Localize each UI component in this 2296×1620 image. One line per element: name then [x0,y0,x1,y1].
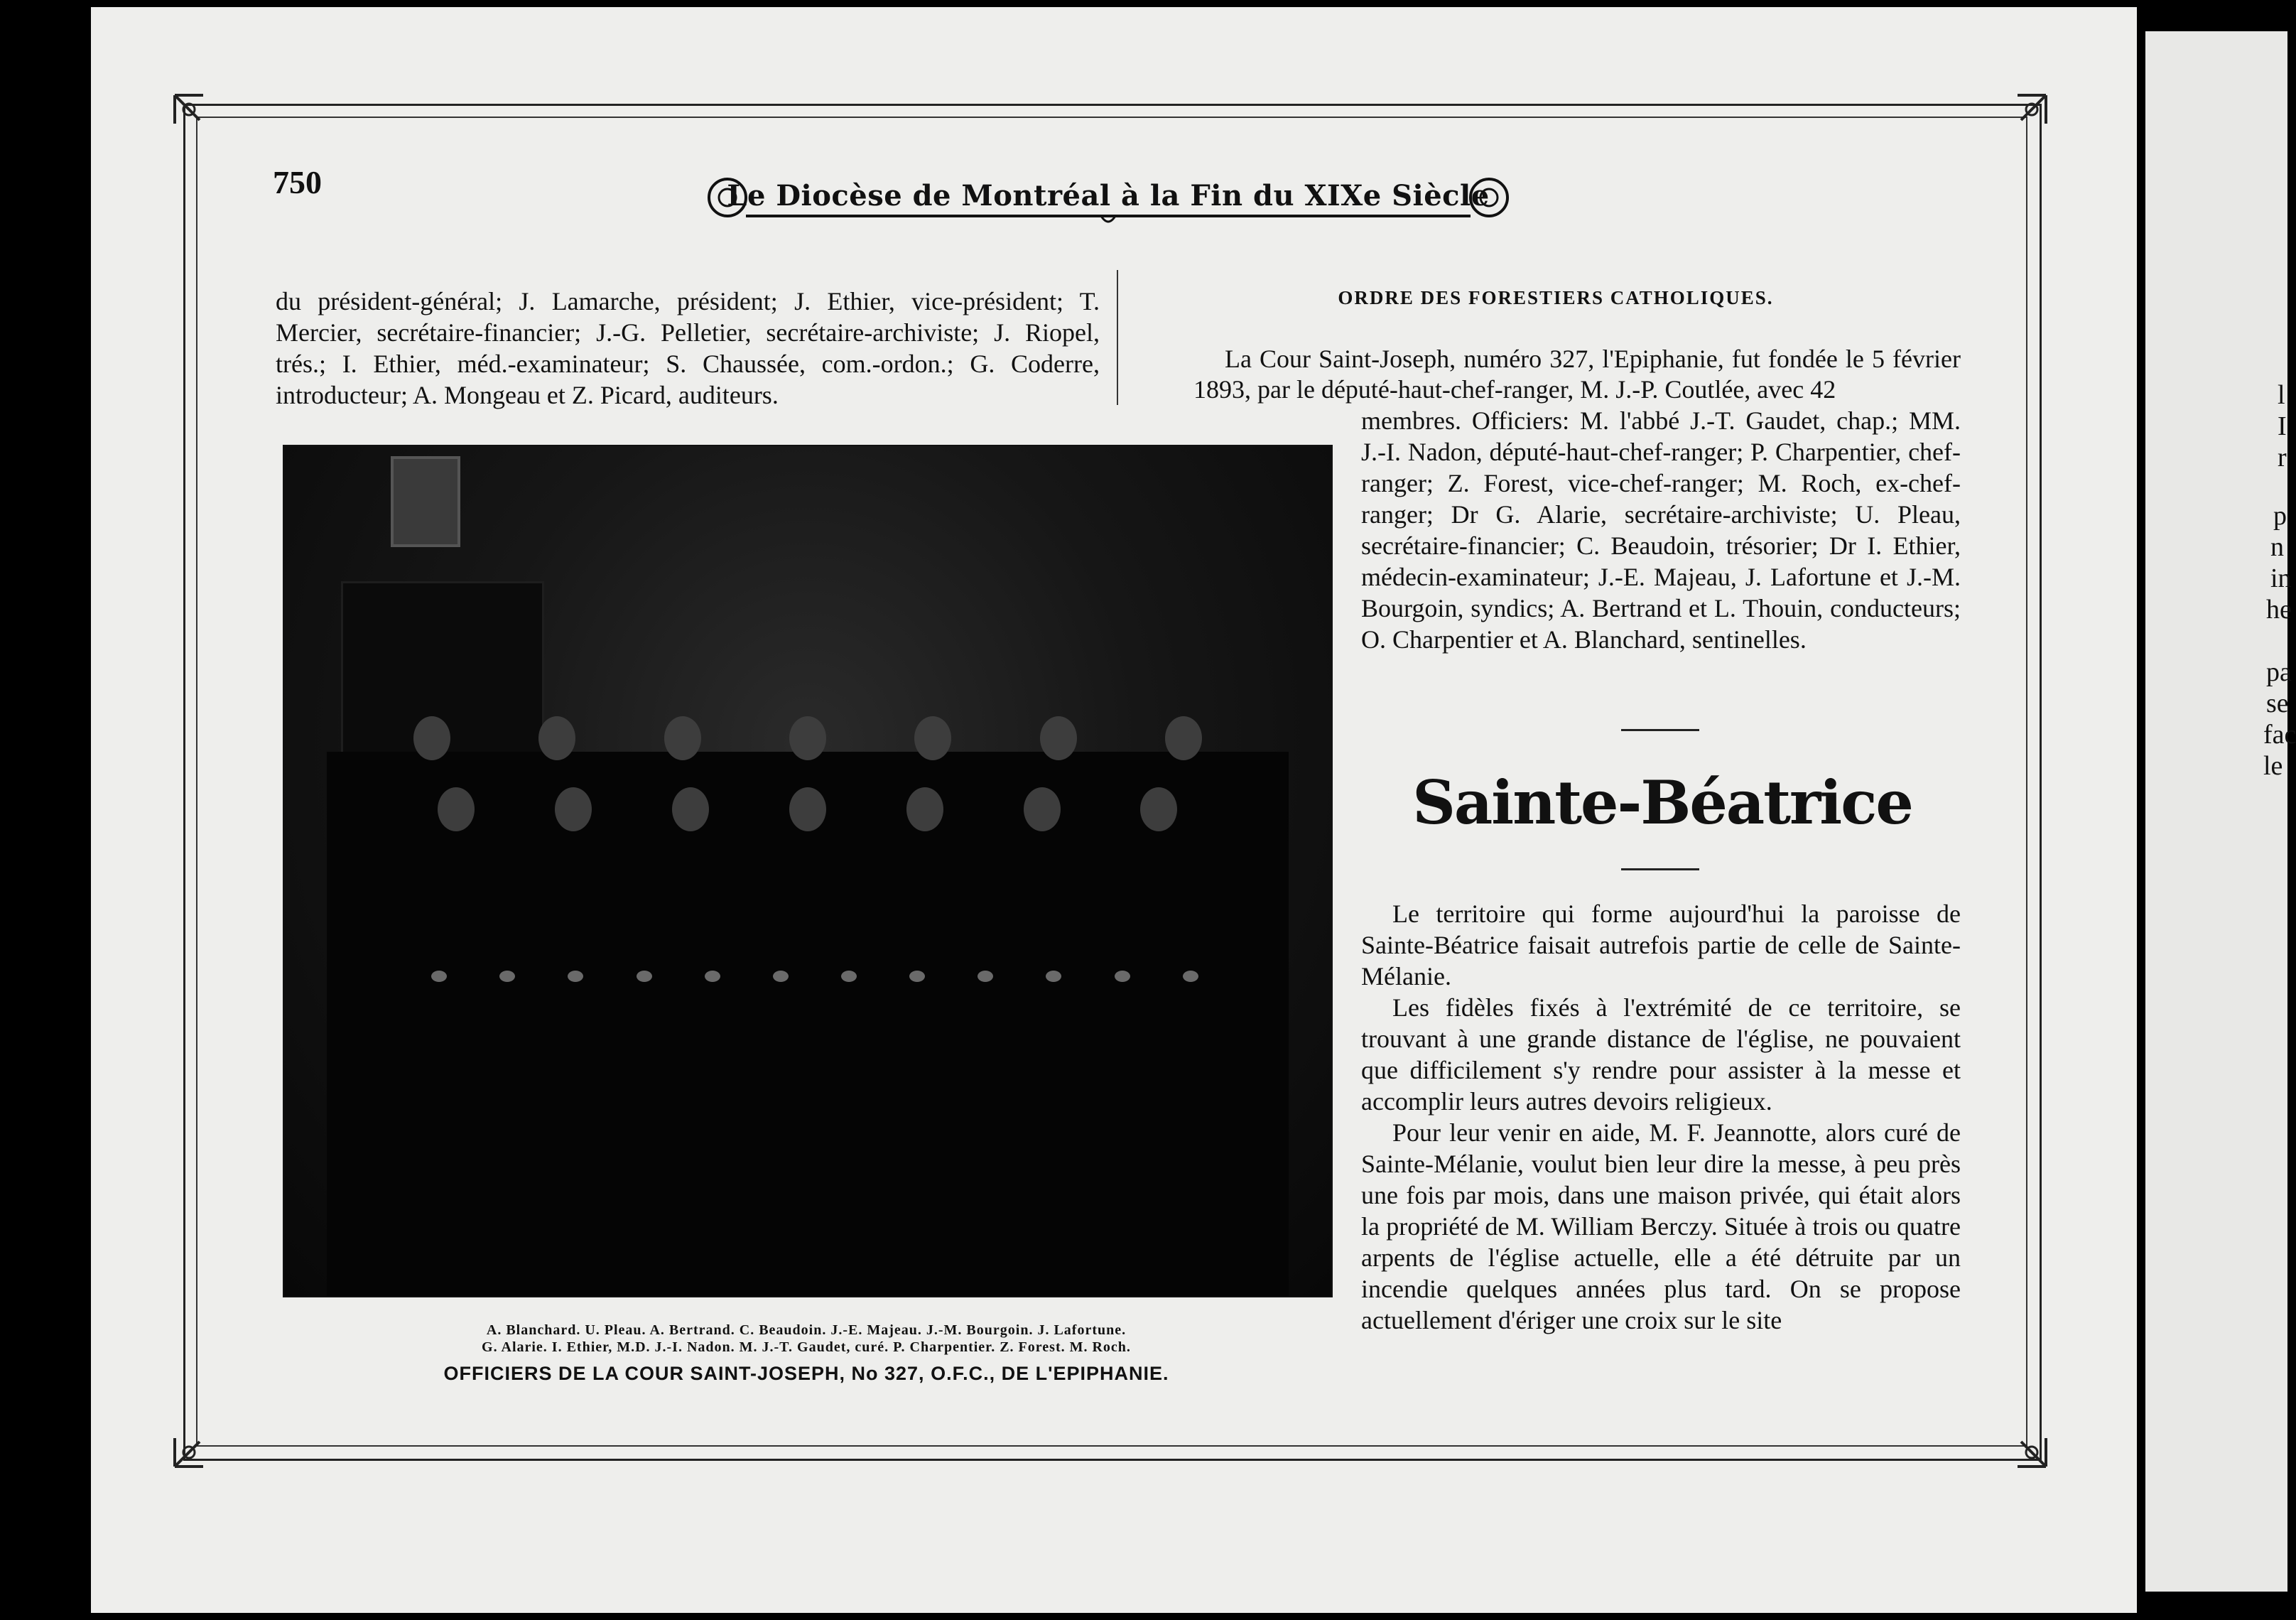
header-title: Le Diocèse de Montréal à la Fin du XIXe Siècle [727,179,1490,212]
bleed-char: le [2263,751,2283,781]
officers-paragraph: membres. Officiers: M. l'abbé J.-T. Gaudet, chap.; MM. J.-I. Nadon, député-haut-chef-ranger; P. Charpentier, chef-ranger; Z. Forest, vice-chef-ranger; M. Roch, ex-chef-ranger; Dr G. Alarie, secrétaire-archiviste; U. Pleau, secrétaire-financier; C. Beaudoin, trésorier; Dr I. Ethier, médecin-examinateur; J.-E. Majeau, J. Lafortune et J.-M. Bourgoin, syndics; A. Bertrand et L. Thouin, conducteurs; O. Charpentier et A. Blanchard, sentinelles. [1361,406,1961,654]
bleed-char: se [2266,688,2289,718]
title-rule-bottom [1621,868,1699,870]
body-paragraph: Les fidèles fixés à l'extrémité de ce territoire, se trouvant à une grande distance de l'église, ne pouvaient que difficilement s'y rendre pour assister à la messe et accomplir leurs autres devoirs religieux. [1361,993,1961,1116]
section-heading: ORDRE DES FORESTIERS CATHOLIQUES. [1338,287,1774,308]
left-column-paragraph: du président-général; J. Lamarche, président; J. Ethier, vice-président; T. Mercier, secrétaire-financier; J.-G. Pelletier, secrétaire-archiviste; J. Riopel, trés.; I. Ethier, méd.-examinateur; S. Chaussée, com.-ordon.; G. Coderre, introducteur; A. Mongeau et Z. Picard, auditeurs. [276,287,1100,409]
bleed-char: p [2273,501,2287,531]
parish-body [1361,898,1961,1336]
front-row-heads [398,787,1218,831]
photo-names-line: G. Alarie. I. Ethier, M.D. J.-I. Nadon. M. J.-T. Gaudet, curé. P. Charpentier. Z. Forest. M. Roch. [482,1339,1131,1355]
next-page-edge [2145,31,2296,1592]
group-photograph [283,445,1333,1297]
title-rule-top [1621,729,1699,731]
back-row-heads [369,716,1246,760]
bleed-char: in [2270,563,2292,593]
photo-caption: OFFICIERS DE LA COUR SAINT-JOSEPH, No 327, O.F.C., DE L'EPIPHANIE. [443,1363,1169,1384]
page-number: 750 [273,164,322,200]
bleed-char: l [2278,380,2285,410]
bleed-char: fac [2263,720,2296,750]
bleed-char: pa [2266,657,2292,687]
corner-ornament-icon [168,1410,232,1474]
column-divider [1117,270,1118,405]
body-paragraph: Le territoire qui forme aujourd'hui la paroisse de Sainte-Béatrice faisait autrefois partie de celle de Sainte-Mélanie. [1361,900,1961,990]
corner-ornament-icon [1989,1410,2053,1474]
photo-figures [327,752,1289,1296]
bleed-char: r [2278,443,2287,472]
intro-paragraph: La Cour Saint-Joseph, numéro 327, l'Epiphanie, fut fondée le 5 février 1893, par le député-haut-chef-ranger, M. J.-P. Coutlée, avec 42 [1193,345,1961,404]
photo-names [283,1322,1330,1356]
bleed-char: I [2278,411,2287,441]
corner-ornament-icon [1989,88,2053,152]
bleed-char: he [2266,595,2292,625]
parish-title: Sainte-Béatrice [1412,767,1912,838]
running-header [703,169,1513,227]
wall-picture [391,456,460,547]
front-row-hands [405,971,1225,982]
bleed-char: n [2270,532,2284,562]
photo-names-line: A. Blanchard. U. Pleau. A. Bertrand. C. Beaudoin. J.-E. Majeau. J.-M. Bourgoin. J. Lafortune. [486,1322,1127,1338]
body-paragraph: Pour leur venir en aide, M. F. Jeannotte, alors curé de Sainte-Mélanie, voulut bien leur dire la messe, à peu près une fois par mois, dans une maison privée, qui était alors la propriété de M. William Berczy. Située à trois ou quatre arpents de l'église actuelle, elle a été détruite par un incendie quelques années plus tard. On se propose actuellement d'ériger une croix sur le site [1361,1118,1961,1334]
corner-ornament-icon [168,88,232,152]
